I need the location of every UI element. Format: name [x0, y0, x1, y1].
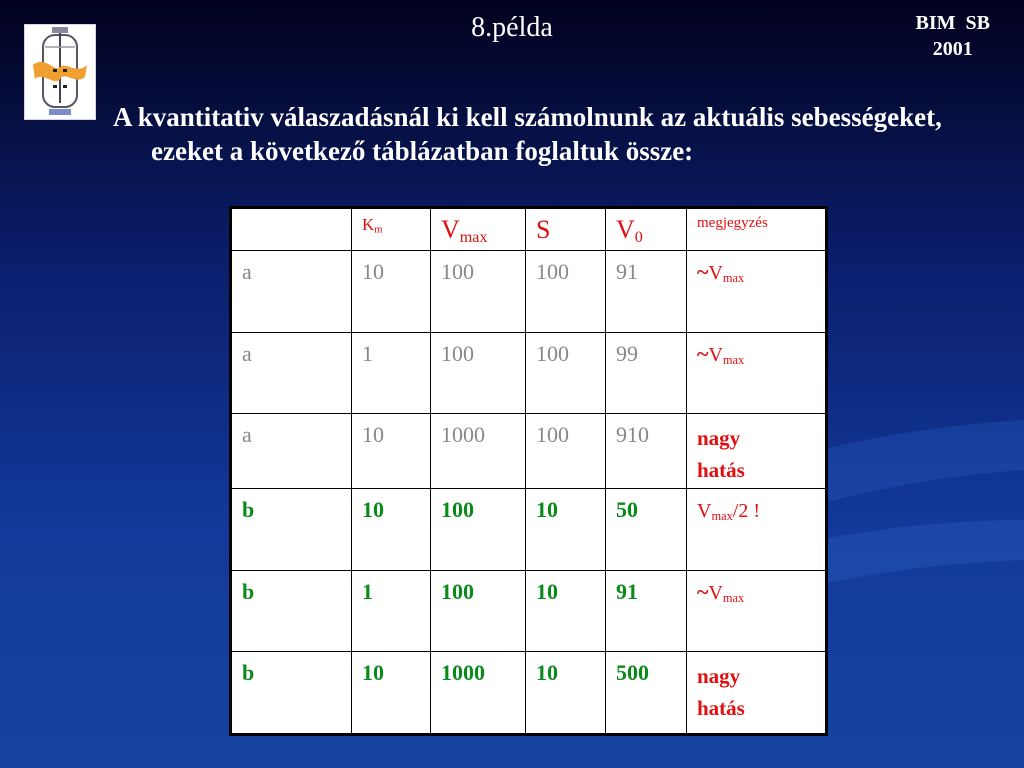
cell-s: 10	[526, 652, 606, 734]
table-row	[232, 652, 826, 734]
note-main: V	[708, 261, 723, 284]
cell-km: 1	[352, 332, 431, 414]
cell-note	[687, 250, 826, 332]
cell-s: 100	[526, 414, 606, 489]
data-table-container	[229, 206, 828, 736]
cell-vmax: 100	[431, 570, 526, 652]
kinetics-table	[231, 208, 826, 734]
table-row	[232, 250, 826, 332]
cell-group: b	[232, 488, 352, 570]
corner-label-line2: 2001	[932, 38, 973, 60]
cell-group: b	[232, 652, 352, 734]
header-v0-main: V	[616, 215, 635, 244]
header-cell-s: S	[526, 209, 606, 251]
cell-km: 10	[352, 652, 431, 734]
note-sub: max	[722, 270, 745, 285]
cell-group: a	[232, 414, 352, 489]
cell-s: 100	[526, 250, 606, 332]
cell-v0: 91	[606, 570, 687, 652]
note-sub: max	[722, 352, 745, 367]
note-main: V	[708, 343, 723, 366]
corner-label-line1: BIM SB	[915, 12, 990, 34]
note-prefix: ~	[697, 340, 709, 366]
cell-note	[687, 488, 826, 570]
header-km-sub: m	[374, 224, 383, 236]
table-row	[232, 488, 826, 570]
cell-v0: 91	[606, 250, 687, 332]
cell-km: 10	[352, 250, 431, 332]
note-prefix: ~	[697, 578, 709, 604]
cell-v0: 500	[606, 652, 687, 734]
cell-km: 10	[352, 488, 431, 570]
cell-v0: 50	[606, 488, 687, 570]
cell-s: 100	[526, 332, 606, 414]
table-row	[232, 332, 826, 414]
header-cell-vmax	[431, 209, 526, 251]
intro-text: A kvantitativ válaszadásnál ki kell számolnunk az aktuális sebességeket, ezeket a következő táblázatban foglaltuk össze:	[113, 102, 942, 166]
header-cell-v0	[606, 209, 687, 251]
table-row	[232, 414, 826, 489]
cell-vmax: 100	[431, 488, 526, 570]
note-prefix: ~	[697, 258, 709, 284]
page-title: 8.példa	[471, 12, 553, 43]
note-sub: max	[722, 590, 745, 605]
note-line1: nagy	[697, 664, 741, 689]
cell-group: a	[232, 250, 352, 332]
note-sub: max	[711, 508, 733, 523]
cell-km: 1	[352, 570, 431, 652]
cell-vmax: 100	[431, 332, 526, 414]
header-km-main: K	[362, 215, 375, 234]
cell-group: b	[232, 570, 352, 652]
header-vmax-sub: max	[459, 229, 488, 247]
cell-note	[687, 414, 826, 489]
table-header-row	[232, 209, 826, 251]
cell-note	[687, 332, 826, 414]
note-line1: nagy	[697, 426, 741, 451]
cell-v0: 910	[606, 414, 687, 489]
header-cell-empty	[232, 209, 352, 251]
cell-v0: 99	[606, 332, 687, 414]
cell-note	[687, 570, 826, 652]
corner-label	[916, 10, 990, 62]
cell-km: 10	[352, 414, 431, 489]
note-main: V	[708, 581, 723, 604]
cell-vmax: 100	[431, 250, 526, 332]
cell-note	[687, 652, 826, 734]
header-cell-km	[352, 209, 431, 251]
cell-s: 10	[526, 570, 606, 652]
cell-vmax: 1000	[431, 652, 526, 734]
header-vmax-main: V	[441, 215, 460, 244]
cell-vmax: 1000	[431, 414, 526, 489]
cell-s: 10	[526, 488, 606, 570]
header-cell-note: megjegyzés	[687, 209, 826, 251]
header-v0-sub: 0	[634, 229, 643, 247]
note-main: V	[697, 499, 712, 522]
note-line2: hatás	[697, 696, 745, 721]
table-row	[232, 570, 826, 652]
note-suffix: /2 !	[732, 499, 761, 522]
cell-group: a	[232, 332, 352, 414]
note-line2: hatás	[697, 458, 745, 483]
